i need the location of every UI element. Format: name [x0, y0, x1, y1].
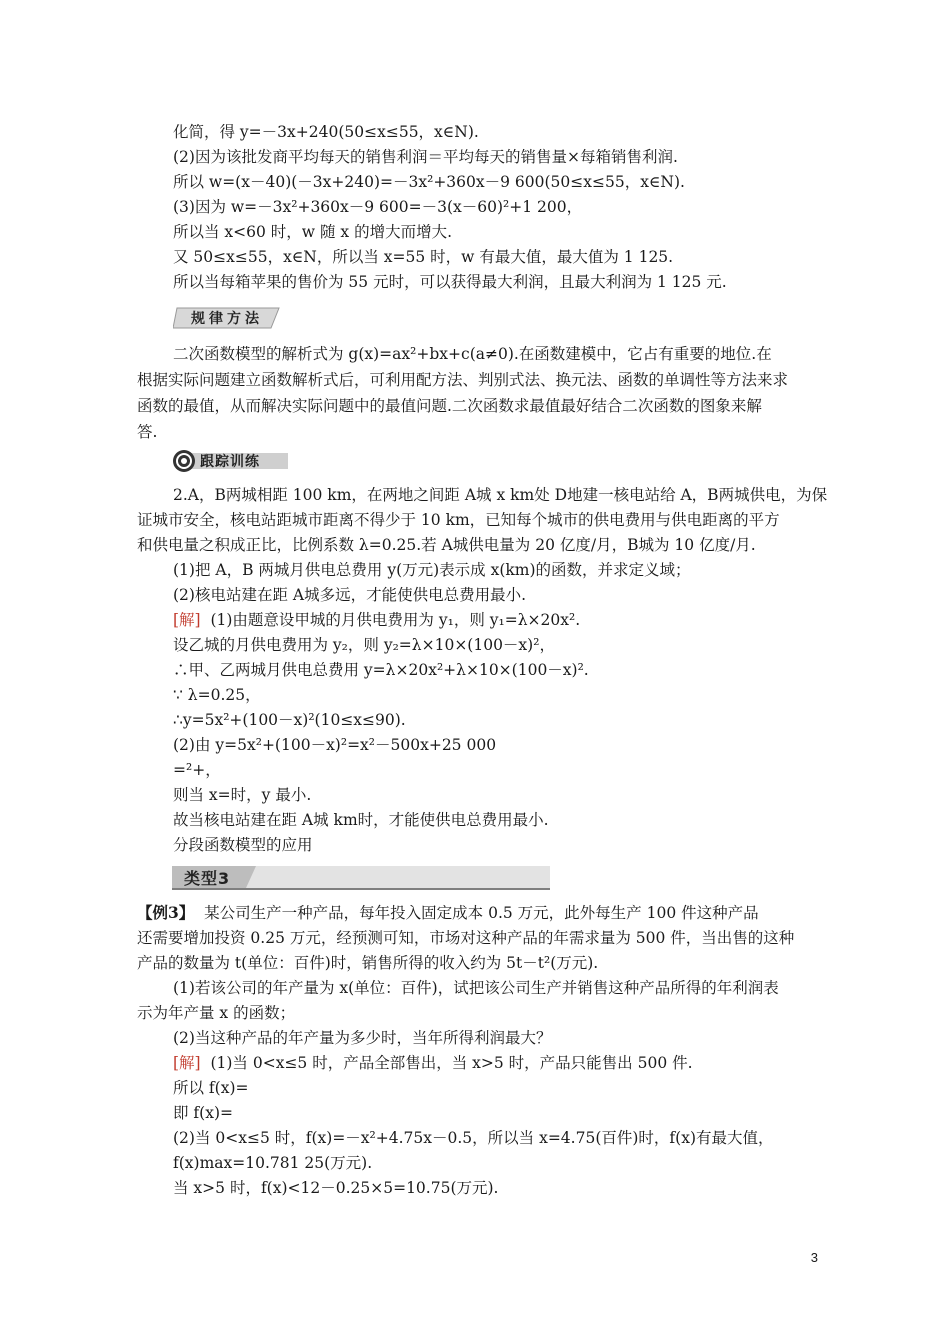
page-number: 3 — [810, 1250, 818, 1265]
text-line: 还需要增加投资 0.25 万元，经预测可知，市场对这种产品的年需求量为 500 件，当出售的这种 — [137, 929, 795, 947]
text-line: 分段函数模型的应用 — [173, 836, 313, 854]
text-line: (2)当 0<x≤5 时，f(x)=－x²+4.75x－0.5，所以当 x=4.75(百件)时，f(x)有最大值， — [173, 1129, 774, 1147]
text-line: 即 f(x)= — [173, 1104, 233, 1122]
method-banner-label: 规律方法 — [191, 311, 263, 327]
example-line — [137, 902, 759, 924]
text-line: 证城市安全，核电站距城市距离不得少于 10 km，已知每个城市的供电费用与供电距离的平方 — [137, 511, 780, 529]
solve-tag: [解] — [173, 1054, 201, 1072]
text-line: (2)核电站建在距 A城多远，才能使供电总费用最小. — [173, 586, 527, 604]
text-line: 化简，得 y=－3x+240(50≤x≤55，x∈N). — [173, 123, 479, 141]
text-line: 设乙城的月供电费用为 y₂，则 y₂=λ×10×(100－x)²， — [173, 636, 555, 654]
text-line: 故当核电站建在距 A城 km时，才能使供电总费用最小. — [173, 811, 549, 829]
text-line: 所以 f(x)= — [173, 1079, 249, 1097]
text-line: (1)把 A，B 两城月供电总费用 y(万元)表示成 x(km)的函数，并求定义域； — [173, 561, 691, 579]
text-line: 又 50≤x≤55，x∈N，所以当 x=55 时，w 有最大值，最大值为 1 125. — [173, 248, 674, 266]
text-line: ∵ λ=0.25， — [173, 686, 261, 704]
text-line: =²+， — [173, 761, 221, 779]
text-line: 所以当 x<60 时，w 随 x 的增大而增大. — [173, 223, 453, 241]
example-text: 某公司生产一种产品，每年投入固定成本 0.5 万元，此外每生产 100 件这种产品 — [204, 904, 759, 922]
text-line: 2.A，B两城相距 100 km，在两地之间距 A城 x km处 D地建一核电站给 A，B两城供电，为保 — [173, 486, 828, 504]
text-line: 和供电量之积成正比，比例系数 λ=0.25.若 A城供电量为 20 亿度/月，B城为 10 亿度/月. — [137, 536, 756, 554]
text-line: 产品的数量为 t(单位：百件)时，销售所得的收入约为 5t－t²(万元). — [137, 954, 599, 972]
text-line: 二次函数模型的解析式为 g(x)=ax²+bx+c(a≠0).在函数建模中，它占有重要的地位.在 — [173, 345, 772, 363]
text-line: 所以当每箱苹果的售价为 55 元时，可以获得最大利润，且最大利润为 1 125 元. — [173, 273, 727, 291]
example-label: 【例3】 — [137, 903, 195, 922]
solution-text: (1)由题意设甲城的月供电费用为 y₁，则 y₁=λ×20x². — [210, 611, 581, 629]
method-banner — [173, 304, 283, 332]
type-banner — [172, 862, 552, 892]
text-line: 示为年产量 x 的函数； — [137, 1004, 296, 1022]
text-line: f(x)max=10.781 25(万元). — [173, 1154, 373, 1172]
text-line: 则当 x=时，y 最小. — [173, 786, 312, 804]
text-line: (2)由 y=5x²+(100－x)²=x²－500x+25 000 — [173, 736, 497, 754]
solution-text: (1)当 0<x≤5 时，产品全部售出，当 x>5 时，产品只能售出 500 件. — [210, 1054, 693, 1072]
text-line: ∴y=5x²+(100－x)²(10≤x≤90). — [173, 711, 406, 729]
text-line: (1)若该公司的年产量为 x(单位：百件)，试把该公司生产并销售这种产品所得的年利润表 — [173, 979, 779, 997]
text-line: 当 x>5 时，f(x)<12－0.25×5=10.75(万元). — [173, 1179, 499, 1197]
solution-line — [173, 609, 580, 631]
text-line: (2)因为该批发商平均每天的销售利润＝平均每天的销售量×每箱销售利润. — [173, 148, 678, 166]
text-line: ∴甲、乙两城月供电总费用 y=λ×20x²+λ×10×(100－x)². — [173, 661, 589, 679]
text-line: (3)因为 w=－3x²+360x－9 600=－3(x－60)²+1 200， — [173, 198, 583, 216]
text-line: 所以 w=(x－40)(－3x+240)=－3x²+360x－9 600(50≤x≤55，x∈N). — [173, 173, 685, 191]
type-banner-label: 类型3 — [184, 868, 231, 888]
solution-line — [173, 1052, 693, 1074]
solve-tag: [解] — [173, 611, 201, 629]
training-banner-label: 跟踪训练 — [200, 454, 260, 470]
text-line: 答. — [137, 423, 158, 441]
text-line: 函数的最值，从而解决实际问题中的最值问题.二次函数求最值最好结合二次函数的图象来解 — [137, 397, 762, 415]
training-banner — [172, 448, 292, 474]
text-line: 根据实际问题建立函数解析式后，可利用配方法、判别式法、换元法、函数的单调性等方法来求 — [137, 371, 789, 389]
text-line: (2)当这种产品的年产量为多少时，当年所得利润最大？ — [173, 1029, 552, 1047]
